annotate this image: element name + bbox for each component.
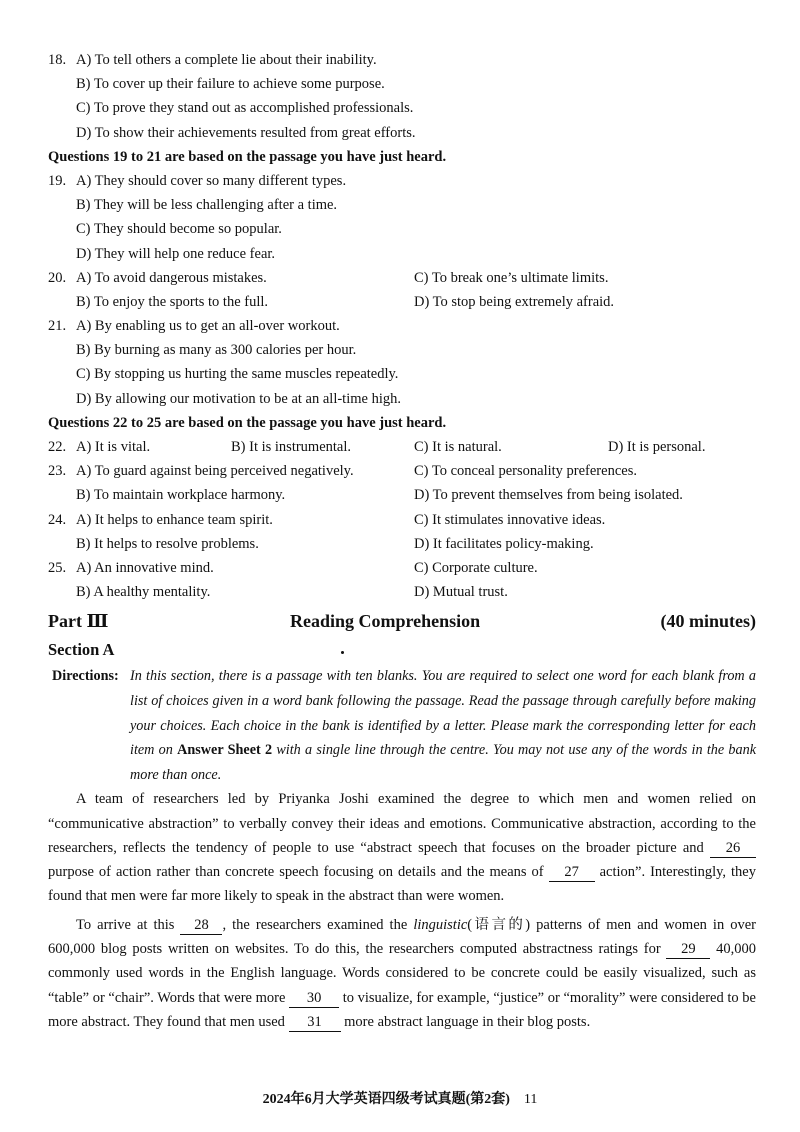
blank-30: 30 (289, 989, 339, 1008)
option-b: B) To enjoy the sports to the full. (76, 293, 269, 310)
part-header (48, 606, 756, 636)
option-c: C) Corporate culture. (414, 559, 538, 576)
option-a: A) An innovative mind. (76, 559, 214, 576)
option-c: C) It is natural. (414, 439, 502, 455)
question-number: 24. (48, 511, 67, 528)
heading-questions-19-21: Questions 19 to 21 are based on the passage you have just heard. (48, 148, 447, 165)
question-number: 20. (48, 269, 67, 286)
question-21-option-a: 21. A) By enabling us to get an all-over workout. (48, 314, 756, 338)
question-25-row-1 (48, 556, 756, 580)
heading-questions-22-25: Questions 22 to 25 are based on the passage you have just heard. (48, 414, 447, 431)
option-a: A) It helps to enhance team spirit. (76, 511, 273, 528)
exam-page (48, 48, 756, 1034)
option-a: A) To guard against being perceived negatively. (76, 463, 354, 480)
question-number: 18. (48, 52, 67, 68)
page-footer (0, 1088, 800, 1108)
question-20-row-2 (48, 290, 756, 314)
question-18-option-b: B) To cover up their failure to achieve some purpose. (76, 76, 385, 93)
directions-text: In this section, there is a passage with ten blanks. You are required to select one word for each blank from a list of choices given in a word bank following the passage. Read the passage through carefully before making your choices. Each choice in the bank is identified by a letter. Please mark the corresponding letter for each item on Answer Sheet 2 with a single line through the centre. You may not use any of the words in the bank more than once. (130, 668, 756, 783)
question-18-option-a: 18. A) To tell others a complete lie about their inability. (48, 48, 756, 72)
section-title: Section A (48, 640, 115, 660)
question-25-row-2 (48, 580, 756, 604)
option-b: B) It helps to resolve problems. (76, 535, 259, 552)
question-19-option-d: D) They will help one reduce fear. (76, 245, 276, 262)
blank-31: 31 (289, 1013, 341, 1032)
question-21-option-c: C) By stopping us hurting the same muscles repeatedly. (76, 366, 399, 383)
option-c: C) It stimulates innovative ideas. (414, 511, 606, 528)
blank-27: 27 (549, 863, 595, 882)
option-d: D) It is personal. (608, 439, 706, 455)
option-b: B) To maintain workplace harmony. (76, 487, 286, 504)
question-21-option-d: D) By allowing our motivation to be at an all-time high. (76, 390, 401, 407)
question-23-row-1 (48, 459, 756, 483)
footer-title: 2024年6月大学英语四级考试真题(第2套) (262, 1092, 510, 1107)
question-19-option-c: C) They should become so popular. (76, 221, 282, 238)
option-d: D) To stop being extremely afraid. (414, 293, 615, 310)
question-number: 25. (48, 559, 67, 576)
question-19-option-a: 19. A) They should cover so many different types. (48, 169, 756, 193)
question-24-row-2 (48, 532, 756, 556)
blank-29: 29 (666, 940, 710, 959)
question-24-row-1 (48, 508, 756, 532)
question-22-row (48, 435, 756, 459)
question-18-option-c: C) To prove they stand out as accomplished professionals. (76, 100, 414, 117)
question-number: 23. (48, 463, 67, 480)
stray-dot (341, 651, 344, 654)
question-21-option-b: B) By burning as many as 300 calories per hour. (76, 342, 357, 359)
blank-26: 26 (710, 839, 756, 858)
part-time: (40 minutes) (660, 611, 756, 632)
option-d: D) Mutual trust. (414, 584, 508, 601)
option-b: B) A healthy mentality. (76, 584, 211, 601)
option-c: C) To conceal personality preferences. (414, 463, 637, 480)
option-c: C) To break one’s ultimate limits. (414, 269, 609, 286)
part-title: Reading Comprehension (290, 611, 481, 632)
question-19-option-b: B) They will be less challenging after a time. (76, 197, 338, 214)
question-number: 22. (48, 439, 67, 455)
option-a: A) To avoid dangerous mistakes. (76, 269, 267, 286)
part-label: Part Ⅲ (48, 611, 109, 632)
option-b: B) It is instrumental. (231, 439, 352, 455)
question-number: 21. (48, 318, 67, 335)
directions-label: Directions: (52, 668, 119, 685)
question-18-option-d: D) To show their achievements resulted from great efforts. (76, 124, 416, 141)
option-d: D) To prevent themselves from being isolated. (414, 487, 683, 504)
blank-28: 28 (180, 916, 222, 935)
directions (48, 664, 756, 787)
question-23-row-2 (48, 483, 756, 507)
answer-sheet-ref: Answer Sheet 2 (177, 742, 273, 759)
question-20-row-1 (48, 266, 756, 290)
page-number: 11 (523, 1092, 538, 1107)
passage-paragraph-1: A team of researchers led by Priyanka Joshi examined the degree to which men and women relied on “communicative abstraction” to verbally convey their ideas and emotions. Communicative abstraction, according to the researchers, reflects the tendency of people to use “abstract speech that focuses on the broader picture and 26 purpose of action rather than concrete speech focusing on details and the means of 27 action”. Interestingly, they found that men were far more likely to speak in the abstract than were women. (48, 791, 756, 905)
option-a: A) It is vital. (76, 439, 151, 455)
question-number: 19. (48, 172, 67, 189)
passage-paragraph-2: To arrive at this 28 , the researchers examined the linguistic(语言的) patterns of men and women in over 600,000 blog posts written on websites. To do this, the researchers computed abstractness ratings for 29 40,000 commonly used words in the English language. Words considered to be concrete could be easily visualized, such as “table” or “chair”. Words that were more 30 to visualize, for example, “justice” or “morality” were considered to be more abstract. They found that men used 31 more abstract language in their blog posts. (48, 916, 757, 1030)
option-d: D) It facilitates policy-making. (414, 535, 594, 552)
